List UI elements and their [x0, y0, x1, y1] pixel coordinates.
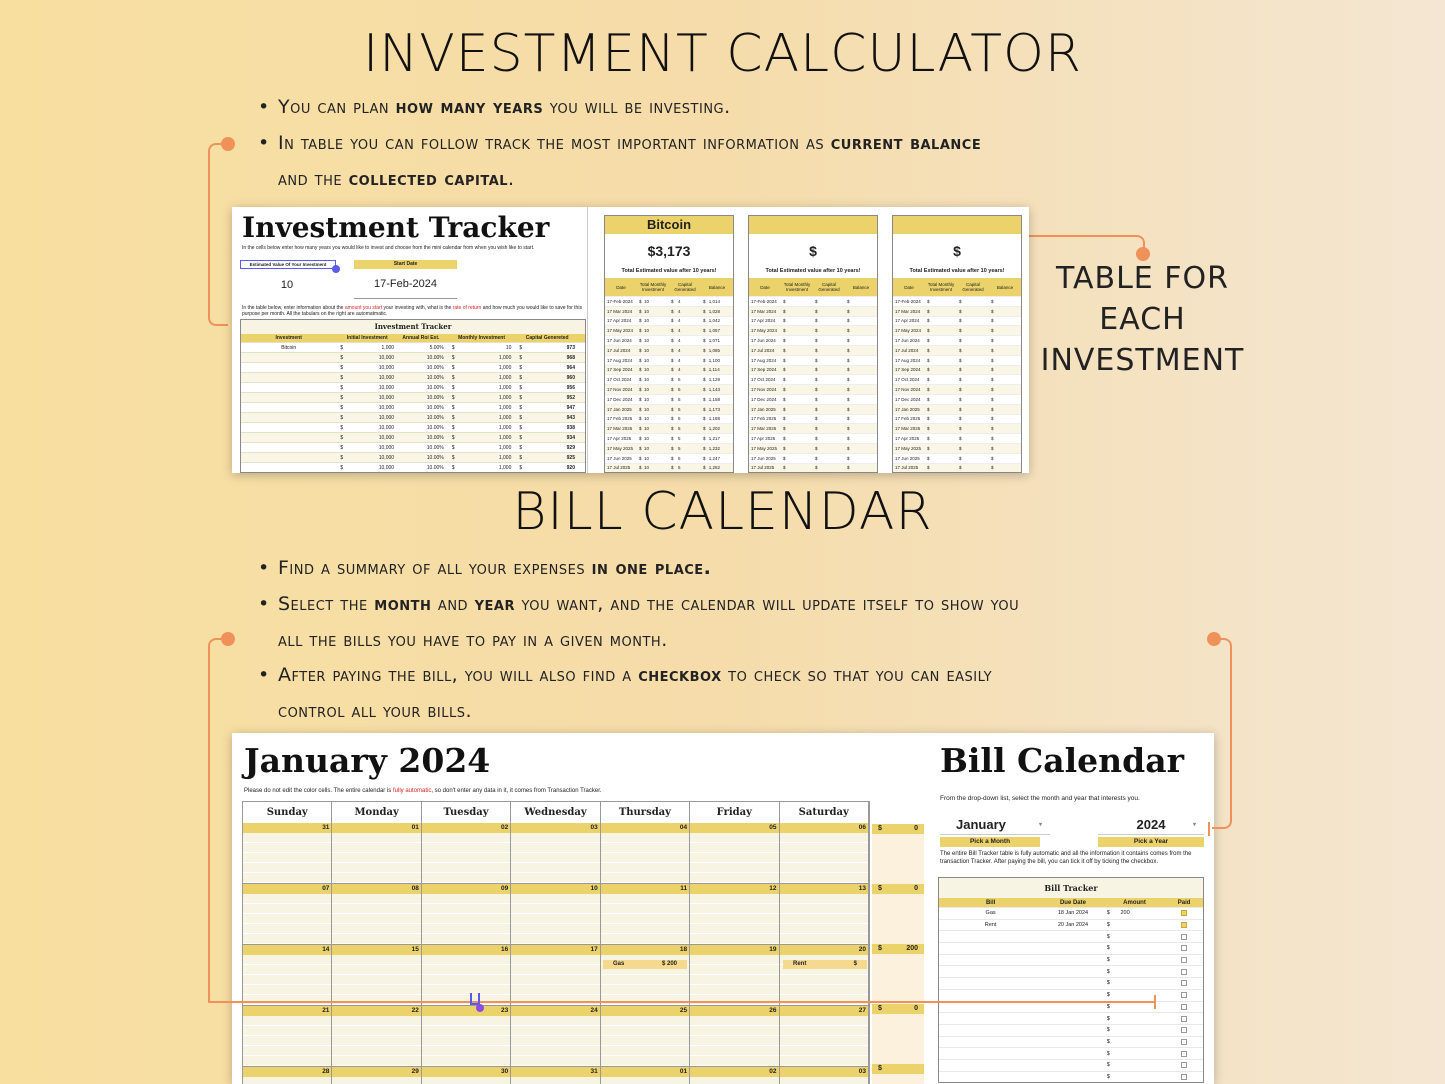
- connector-line: [208, 638, 228, 1002]
- day-cell[interactable]: [332, 955, 421, 1005]
- bill-tag-rent: Rent $: [783, 960, 867, 969]
- bill-row: $: [939, 965, 1203, 977]
- coin-title: [893, 216, 1021, 234]
- day-cell[interactable]: [422, 894, 511, 944]
- day-number: 27: [780, 1006, 869, 1016]
- calendar-week: [242, 884, 870, 945]
- weekday-label: Friday: [690, 802, 779, 823]
- coin-note: Total Estimated value after 10 years!: [621, 268, 717, 274]
- coin-row: 17 Apr 2025 $ 10 $ 5 $ 1,217: [605, 433, 733, 443]
- day-number: 18: [601, 945, 690, 955]
- day-number: 29: [332, 1067, 421, 1077]
- paid-checkbox[interactable]: [1181, 969, 1187, 975]
- coin-row: 17 Apr 2024 $ $ $: [893, 316, 1021, 326]
- day-cell[interactable]: [780, 894, 869, 944]
- day-cell[interactable]: [780, 1077, 869, 1084]
- day-cell[interactable]: [511, 955, 600, 1005]
- coin-row: 17 Jun 2024 $ 10 $ 4 $ 1,071: [605, 335, 733, 345]
- day-cell[interactable]: [332, 1077, 421, 1084]
- coin-row: 17 May 2025 $ $ $: [893, 443, 1021, 453]
- coin-row: 17 Jan 2025 $ $ $: [749, 404, 877, 414]
- table-row: $ 10,000 10.00% $ 1,000 $ 964: [241, 362, 585, 372]
- table-row: $ 10,000 10.00% $ 1,000 $ 929: [241, 442, 585, 452]
- calendar-week: [242, 1067, 870, 1084]
- day-number: 15: [332, 945, 421, 955]
- day-cell[interactable]: [780, 833, 869, 883]
- bullet-4-cont: all the bills you have to pay in a given month.: [278, 629, 668, 651]
- bill-row: $: [939, 1012, 1203, 1024]
- paid-checkbox[interactable]: [1181, 934, 1187, 940]
- week-total: $ 0: [872, 884, 924, 894]
- bill-tag-gas: Gas $ 200: [603, 960, 687, 969]
- paid-checkbox[interactable]: [1181, 1051, 1187, 1057]
- day-cell[interactable]: [243, 1077, 332, 1084]
- day-cell[interactable]: [690, 894, 779, 944]
- coin-row: 17 Jan 2025 $ $ $: [893, 404, 1021, 414]
- day-number: 10: [511, 884, 600, 894]
- day-cell[interactable]: [690, 1016, 779, 1066]
- coin-row: 17 Mar 2024 $ $ $: [893, 306, 1021, 316]
- coin-note: Total Estimated value after 10 years!: [765, 268, 861, 274]
- investment-screenshot: [232, 207, 1029, 473]
- day-cell[interactable]: [511, 894, 600, 944]
- weekday-label: Wednesday: [511, 802, 600, 823]
- calendar-week: [242, 945, 870, 1006]
- day-cell[interactable]: [422, 955, 511, 1005]
- day-number: 16: [422, 945, 511, 955]
- bill-row: $: [939, 977, 1203, 989]
- day-cell[interactable]: [780, 1016, 869, 1066]
- connector-end: [1154, 995, 1156, 1009]
- coin-row: 17 Nov 2024 $ $ $: [749, 384, 877, 394]
- coin-value: $: [809, 243, 817, 259]
- day-cell[interactable]: [422, 1016, 511, 1066]
- week-total-body: [872, 1074, 924, 1084]
- coin-row: 17 Jul 2024 $ $ $: [893, 345, 1021, 355]
- coin-row: 17 Aug 2024 $ $ $: [893, 355, 1021, 365]
- bullet-2: • In table you can follow track the most important information as current balance: [258, 132, 982, 154]
- calendar-week: [242, 1006, 870, 1067]
- table-row: $ 10,000 10.00% $ 1,000 $ 943: [241, 412, 585, 422]
- table-row: $ 10,000 10.00% $ 1,000 $ 934: [241, 432, 585, 442]
- tracker-title: Investment Tracker: [242, 211, 550, 244]
- coin-row: 17 Oct 2024 $ $ $: [893, 374, 1021, 384]
- tracker-intro: In the cells below enter how many years you would like to invest and choose from the mini calendar from when you wish like to start.: [242, 245, 535, 251]
- coin-row: 17 Oct 2024 $ 10 $ 5 $ 1,129: [605, 374, 733, 384]
- bill-row: Rent 20 Jan 2024 $: [939, 919, 1203, 931]
- coin-row: 17 Aug 2024 $ 10 $ 4 $ 1,100: [605, 355, 733, 365]
- day-number: 13: [780, 884, 869, 894]
- table-row: $ 10,000 10.00% $ 1,000 $ 952: [241, 392, 585, 402]
- bill-calendar-desc: The entire Bill Tracker table is fully automatic and all the information it contains comes from the transaction Tracker. After paying the bill, you can tick it off by ticking the checkbox.: [940, 851, 1192, 865]
- day-cell[interactable]: [332, 894, 421, 944]
- week-total-body: [872, 894, 924, 944]
- start-label: Start Date: [354, 260, 457, 269]
- day-cell[interactable]: [601, 1016, 690, 1066]
- table-row: $ 10,000 10.00% $ 1,000 $ 956: [241, 382, 585, 392]
- bill-calendar-heading: BILL CALENDAR: [512, 482, 933, 542]
- paid-checkbox[interactable]: [1181, 1074, 1187, 1080]
- coin-row: 17 Jul 2025 $ $ $: [893, 463, 1021, 473]
- table-row: $ 10,000 10.00% $ 1,000 $ 960: [241, 372, 585, 382]
- coin-row: 17 Jul 2025 $ $ $: [749, 463, 877, 473]
- years-input[interactable]: 10: [280, 279, 294, 291]
- weekday-label: Thursday: [601, 802, 690, 823]
- coin-row: 17 Jun 2025 $ $ $: [749, 453, 877, 463]
- bill-row: $: [939, 1071, 1203, 1083]
- day-cell[interactable]: [690, 955, 779, 1005]
- start-date-input[interactable]: 17-Feb-2024: [354, 277, 457, 299]
- coin-row: 17-Feb-2024 $ $ $: [749, 296, 877, 306]
- bill-calendar-title: Bill Calendar: [940, 741, 1185, 780]
- day-number: 14: [243, 945, 332, 955]
- week-total: $ 0: [872, 1004, 924, 1014]
- day-number: 11: [601, 884, 690, 894]
- coin-row: 17 Feb 2025 $ $ $: [893, 414, 1021, 424]
- coin-row: 17 Jun 2025 $ $ $: [893, 453, 1021, 463]
- day-number: 31: [243, 823, 332, 833]
- weekday-label: Tuesday: [422, 802, 511, 823]
- table-row: $ 10,000 10.00% $ 1,000 $ 968: [241, 352, 585, 362]
- coin-row: 17 Jul 2025 $ 10 $ 5 $ 1,262: [605, 463, 733, 473]
- day-cell[interactable]: [601, 833, 690, 883]
- coin-value: $: [953, 243, 961, 259]
- day-cell[interactable]: [511, 1077, 600, 1084]
- investment-calculator-heading: INVESTMENT CALCULATOR: [362, 24, 1083, 84]
- bill-row: $: [939, 1059, 1203, 1071]
- bill-row: Gas 18 Jan 2024 $ 200: [939, 907, 1203, 919]
- coin-table-3: [892, 215, 1022, 473]
- coin-row: 17 Aug 2024 $ $ $: [749, 355, 877, 365]
- day-cell[interactable]: [243, 894, 332, 944]
- day-number: 28: [243, 1067, 332, 1077]
- tracker-intro-2: In the table below, enter information about the amount you start your investing with, what is the rate of return and how much you would like to save for this purpose per month. All the tabulars on the right are automatmatic.: [242, 305, 582, 317]
- day-number: 12: [690, 884, 779, 894]
- coin-table-2: [748, 215, 878, 473]
- day-cell[interactable]: [511, 1016, 600, 1066]
- day-number: 05: [690, 823, 779, 833]
- week-total: $ 0: [872, 824, 924, 834]
- coin-row: 17 Jan 2025 $ 10 $ 5 $ 1,173: [605, 404, 733, 414]
- coin-row: 17 Mar 2024 $ 10 $ 4 $ 1,028: [605, 306, 733, 316]
- bill-row: $: [939, 1024, 1203, 1036]
- coin-row: 17 Sep 2024 $ 10 $ 4 $ 1,114: [605, 365, 733, 375]
- day-cell[interactable]: [422, 833, 511, 883]
- day-number: 24: [511, 1006, 600, 1016]
- bill-row: $: [939, 1047, 1203, 1059]
- connector-line: [1212, 638, 1232, 829]
- side-label: TABLE FOR EACH INVESTMENT: [1040, 261, 1245, 378]
- day-cell[interactable]: [601, 894, 690, 944]
- month-select[interactable]: January ▾: [940, 815, 1050, 835]
- day-number: 01: [332, 823, 421, 833]
- bullet-3: • Find a summary of all your expenses in one place.: [258, 557, 712, 579]
- bill-row: $: [939, 942, 1203, 954]
- day-number: 30: [422, 1067, 511, 1077]
- day-cell[interactable]: [243, 1016, 332, 1066]
- day-number: 06: [780, 823, 869, 833]
- coin-row: 17 Dec 2024 $ $ $: [749, 394, 877, 404]
- coin-row: 17 Mar 2025 $ 10 $ 5 $ 1,202: [605, 423, 733, 433]
- coin-row: 17 Apr 2025 $ $ $: [893, 433, 1021, 443]
- paid-checkbox[interactable]: [1181, 922, 1187, 928]
- paid-checkbox[interactable]: [1181, 1016, 1187, 1022]
- paid-checkbox[interactable]: [1181, 992, 1187, 998]
- coin-row: 17 Jul 2024 $ $ $: [749, 345, 877, 355]
- coin-header: Date Total Monthly Investment Capital Generated Balance: [605, 278, 733, 296]
- connector-line: [208, 143, 228, 326]
- coin-row: 17 May 2025 $ 10 $ 5 $ 1,232: [605, 443, 733, 453]
- coin-row: 17 Dec 2024 $ $ $: [893, 394, 1021, 404]
- coin-row: 17 Jun 2025 $ 10 $ 5 $ 1,247: [605, 453, 733, 463]
- investment-table: [240, 319, 586, 473]
- day-cell[interactable]: [690, 1077, 779, 1084]
- coin-row: 17 Mar 2025 $ $ $: [893, 423, 1021, 433]
- bill-calendar-screenshot: [232, 733, 1214, 1084]
- day-number: 04: [601, 823, 690, 833]
- calendar-grid: [242, 801, 870, 1084]
- coin-row: 17 Jun 2024 $ $ $: [749, 335, 877, 345]
- table-row: $ 10,000 10.00% $ 1,000 $ 947: [241, 402, 585, 412]
- weekday-label: Saturday: [780, 802, 869, 823]
- bill-row: $: [939, 954, 1203, 966]
- week-total-body: [872, 1014, 924, 1064]
- bill-tracker-title: Bill Tracker: [939, 878, 1203, 898]
- coin-row: 17-Feb-2024 $ $ $: [893, 296, 1021, 306]
- calendar-week: [242, 823, 870, 884]
- bill-row: $: [939, 1001, 1203, 1013]
- paid-checkbox[interactable]: [1181, 910, 1187, 916]
- bill-row: $: [939, 989, 1203, 1001]
- day-cell[interactable]: [243, 955, 332, 1005]
- table-title: Investment Tracker: [241, 320, 585, 334]
- est-label: Estimated Value Of Your Investment: [240, 260, 336, 269]
- coin-row: 17 Oct 2024 $ $ $: [749, 374, 877, 384]
- coin-header: Date Total Monthly Investment Capital Generated Balance: [749, 278, 877, 296]
- coin-table-bitcoin: [604, 215, 734, 473]
- coin-header: Date Total Monthly Investment Capital Generated Balance: [893, 278, 1021, 296]
- table-row: $ 10,000 10.00% $ 1,000 $ 925: [241, 452, 585, 462]
- coin-value: $3,173: [647, 243, 691, 259]
- day-number: 25: [601, 1006, 690, 1016]
- connector-end: [1208, 822, 1210, 836]
- day-cell[interactable]: [690, 833, 779, 883]
- coin-row: 17 May 2024 $ $ $: [749, 325, 877, 335]
- coin-row: 17 Apr 2024 $ 10 $ 4 $ 1,042: [605, 316, 733, 326]
- coin-row: 17 Mar 2024 $ $ $: [749, 306, 877, 316]
- week-total: $: [872, 1064, 924, 1074]
- table-row: Bitcoin $ 1,000 5.00% $ 10 $ 973: [241, 342, 585, 352]
- day-number: 09: [422, 884, 511, 894]
- calendar-title: January 2024: [244, 741, 491, 780]
- coin-row: 17 Sep 2024 $ $ $: [749, 365, 877, 375]
- bullet-5-cont: control all your bills.: [278, 700, 473, 722]
- paid-checkbox[interactable]: [1181, 1039, 1187, 1045]
- table-row: $ 10,000 10.00% $ 1,000 $ 920: [241, 462, 585, 472]
- coin-row: 17 May 2025 $ $ $: [749, 443, 877, 453]
- coin-row: 17 Apr 2025 $ $ $: [749, 433, 877, 443]
- paid-checkbox[interactable]: [1181, 945, 1187, 951]
- paid-checkbox[interactable]: [1181, 1027, 1187, 1033]
- bullet-4: • Select the month and year you want, and the calendar will update itself to show you: [258, 593, 1020, 615]
- day-cell[interactable]: [243, 833, 332, 883]
- day-number: 20: [780, 945, 869, 955]
- coin-note: Total Estimated value after 10 years!: [909, 268, 1005, 274]
- day-number: 17: [511, 945, 600, 955]
- bill-tracker-header: Bill Due Date Amount Paid: [939, 898, 1203, 907]
- day-number: 02: [690, 1067, 779, 1077]
- day-number: 01: [601, 1067, 690, 1077]
- coin-row: 17 Jun 2024 $ $ $: [893, 335, 1021, 345]
- day-number: 03: [780, 1067, 869, 1077]
- coin-row: 17 Nov 2024 $ $ $: [893, 384, 1021, 394]
- bullet-2-cont: and the collected capital.: [278, 168, 515, 190]
- coin-row: 17 Nov 2024 $ 10 $ 5 $ 1,143: [605, 384, 733, 394]
- paid-checkbox[interactable]: [1181, 957, 1187, 963]
- coin-row: 17 Feb 2025 $ 10 $ 5 $ 1,188: [605, 414, 733, 424]
- coin-row: 17 Feb 2025 $ $ $: [749, 414, 877, 424]
- day-number: 02: [422, 823, 511, 833]
- table-header: Investment Initial Investment Annual Roi Est. Monthly Investment Capital Genereted: [241, 334, 585, 342]
- coin-row: 17 Apr 2024 $ $ $: [749, 316, 877, 326]
- coin-title: [749, 216, 877, 234]
- table-row: $ 10,000 10.00% $ 1,000 $ 938: [241, 422, 585, 432]
- handle-icon[interactable]: [332, 265, 340, 273]
- bill-row: $: [939, 930, 1203, 942]
- bullet-5: • After paying the bill, you will also find a checkbox to check so that you can easily: [258, 664, 993, 686]
- day-cell[interactable]: [601, 1077, 690, 1084]
- week-total-body: [872, 834, 924, 884]
- calendar-note: Please do not edit the color cells. The entire calendar is fully automatic, so don't enter any data in it, it comes from Transaction Tracker.: [244, 788, 602, 794]
- day-number: 22: [332, 1006, 421, 1016]
- coin-row: 17 Dec 2024 $ 10 $ 5 $ 1,158: [605, 394, 733, 404]
- cursor-dot-icon: [476, 1004, 484, 1012]
- day-number: 19: [690, 945, 779, 955]
- day-number: 08: [332, 884, 421, 894]
- day-cell[interactable]: [332, 1016, 421, 1066]
- day-cell[interactable]: [332, 833, 421, 883]
- coin-row: 17-Feb-2024 $ 10 $ 4 $ 1,014: [605, 296, 733, 306]
- coin-row: 17 May 2024 $ $ $: [893, 325, 1021, 335]
- year-select[interactable]: 2024 ▾: [1098, 815, 1204, 835]
- connector-line: [208, 1001, 1156, 1003]
- coin-row: 17 Jul 2024 $ 10 $ 4 $ 1,085: [605, 345, 733, 355]
- pick-month-label: Pick a Month: [940, 837, 1040, 847]
- coin-row: 17 Mar 2025 $ $ $: [749, 423, 877, 433]
- weekday-label: Monday: [332, 802, 421, 823]
- paid-checkbox[interactable]: [1181, 1004, 1187, 1010]
- day-number: 21: [243, 1006, 332, 1016]
- weekday-label: Sunday: [243, 802, 332, 823]
- day-number: 26: [690, 1006, 779, 1016]
- coin-row: 17 Sep 2024 $ $ $: [893, 365, 1021, 375]
- chevron-down-icon: ▾: [1038, 822, 1042, 828]
- day-cell[interactable]: [422, 1077, 511, 1084]
- day-cell[interactable]: [511, 833, 600, 883]
- day-number: 31: [511, 1067, 600, 1077]
- coin-title: Bitcoin: [605, 216, 733, 234]
- bill-tracker-table: [938, 877, 1204, 1083]
- paid-checkbox[interactable]: [1181, 1062, 1187, 1068]
- bill-calendar-subtitle: From the drop-down list, select the month and year that interests you.: [940, 795, 1140, 802]
- day-number: 03: [511, 823, 600, 833]
- coin-row: 17 May 2024 $ 10 $ 4 $ 1,057: [605, 325, 733, 335]
- paid-checkbox[interactable]: [1181, 980, 1187, 986]
- weekday-header: [242, 801, 870, 823]
- day-number: 23: [422, 1006, 511, 1016]
- bill-row: $: [939, 1036, 1203, 1048]
- day-number: 07: [243, 884, 332, 894]
- pick-year-label: Pick a Year: [1098, 837, 1204, 847]
- week-total: $ 200: [872, 944, 924, 954]
- bullet-1: • You can plan how many years you will be investing.: [258, 96, 731, 118]
- week-total-body: [872, 954, 924, 1004]
- chevron-down-icon: ▾: [1192, 822, 1196, 828]
